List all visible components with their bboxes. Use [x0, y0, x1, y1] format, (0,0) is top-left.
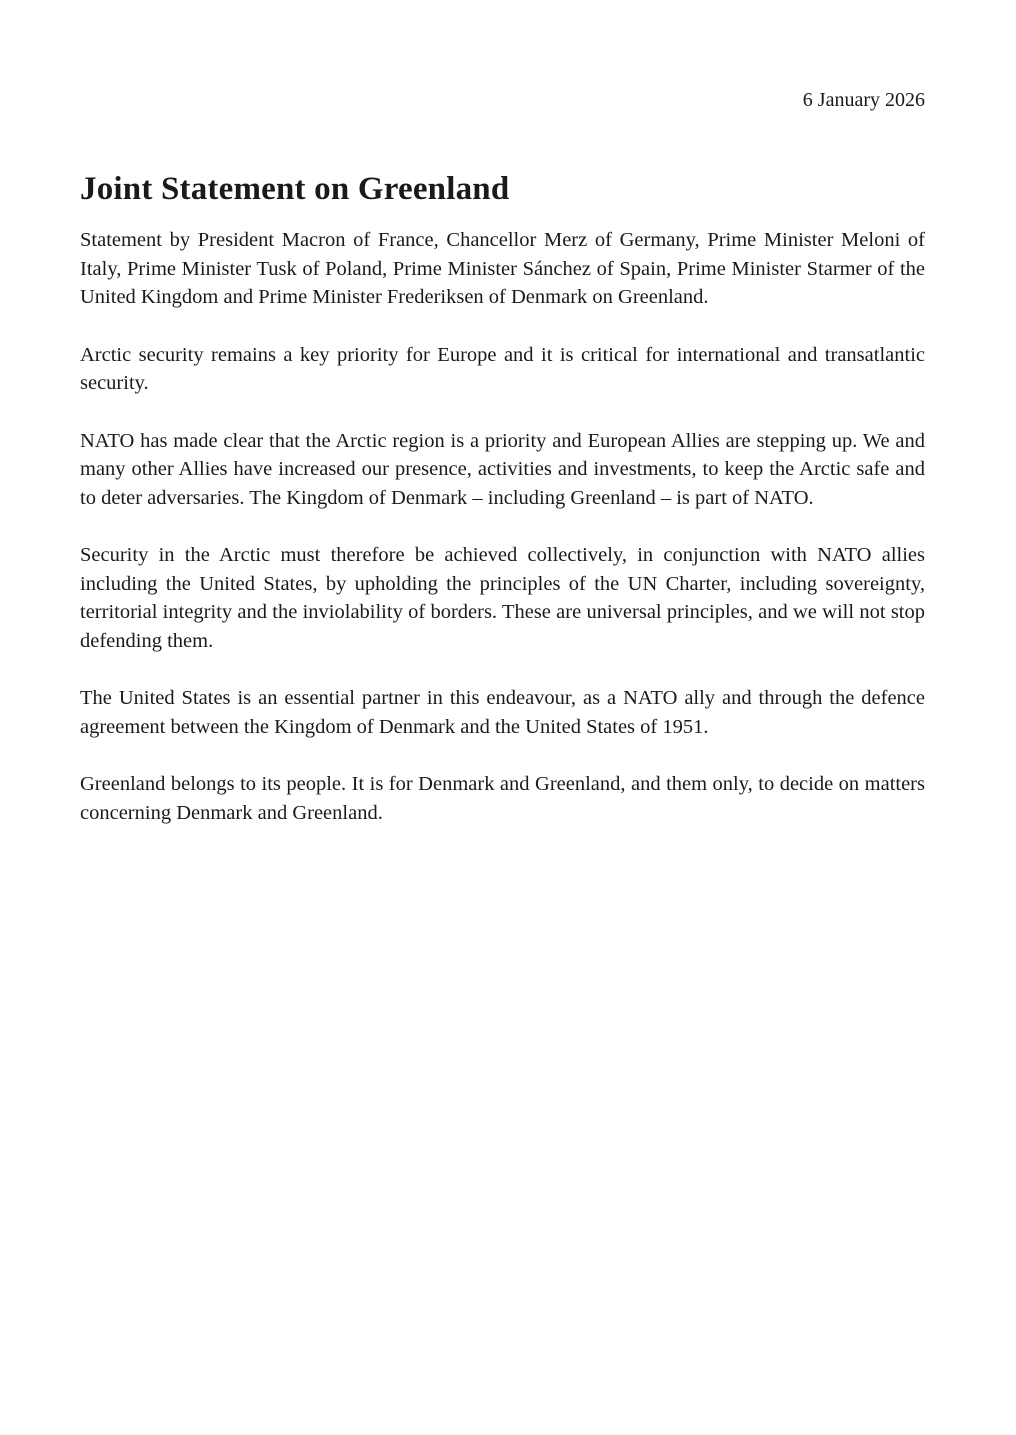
paragraph-united-states-partner: The United States is an essential partner in this endeavour, as a NATO ally and through the defence agreement between the Kingdom of Denmark and the United States of 1951.	[80, 687, 925, 738]
paragraph-greenland-people: Greenland belongs to its people. It is for Denmark and Greenland, and them only, to decide on matters concerning Denmark and Greenland.	[80, 773, 925, 824]
paragraph-security-collectively: Security in the Arctic must therefore be achieved collectively, in conjunction with NATO allies including the United States, by upholding the principles of the UN Charter, including sovereignty, territorial integrity and the inviolability of borders. These are universal principles, and we will not stop defending them.	[80, 544, 925, 652]
paragraph-arctic-security: Arctic security remains a key priority for Europe and it is critical for international and transatlantic security.	[80, 343, 925, 394]
document-title: Joint Statement on Greenland	[80, 171, 510, 207]
paragraph-nato-priority: NATO has made clear that the Arctic region is a priority and European Allies are stepping up. We and many other Allies have increased our presence, activities and investments, to keep the Arctic safe and to deter adversaries. The Kingdom of Denmark – including Greenland – is part of NATO.	[80, 429, 925, 509]
document-date: 6 January 2026	[802, 89, 925, 111]
document-body	[80, 226, 925, 856]
paragraph-statement-by: Statement by President Macron of France, Chancellor Merz of Germany, Prime Minister Meloni of Italy, Prime Minister Tusk of Poland, Prime Minister Sánchez of Spain, Prime Minister Starmer of the United Kingdom and Prime Minister Frederiksen of Denmark on Greenland.	[80, 229, 925, 308]
